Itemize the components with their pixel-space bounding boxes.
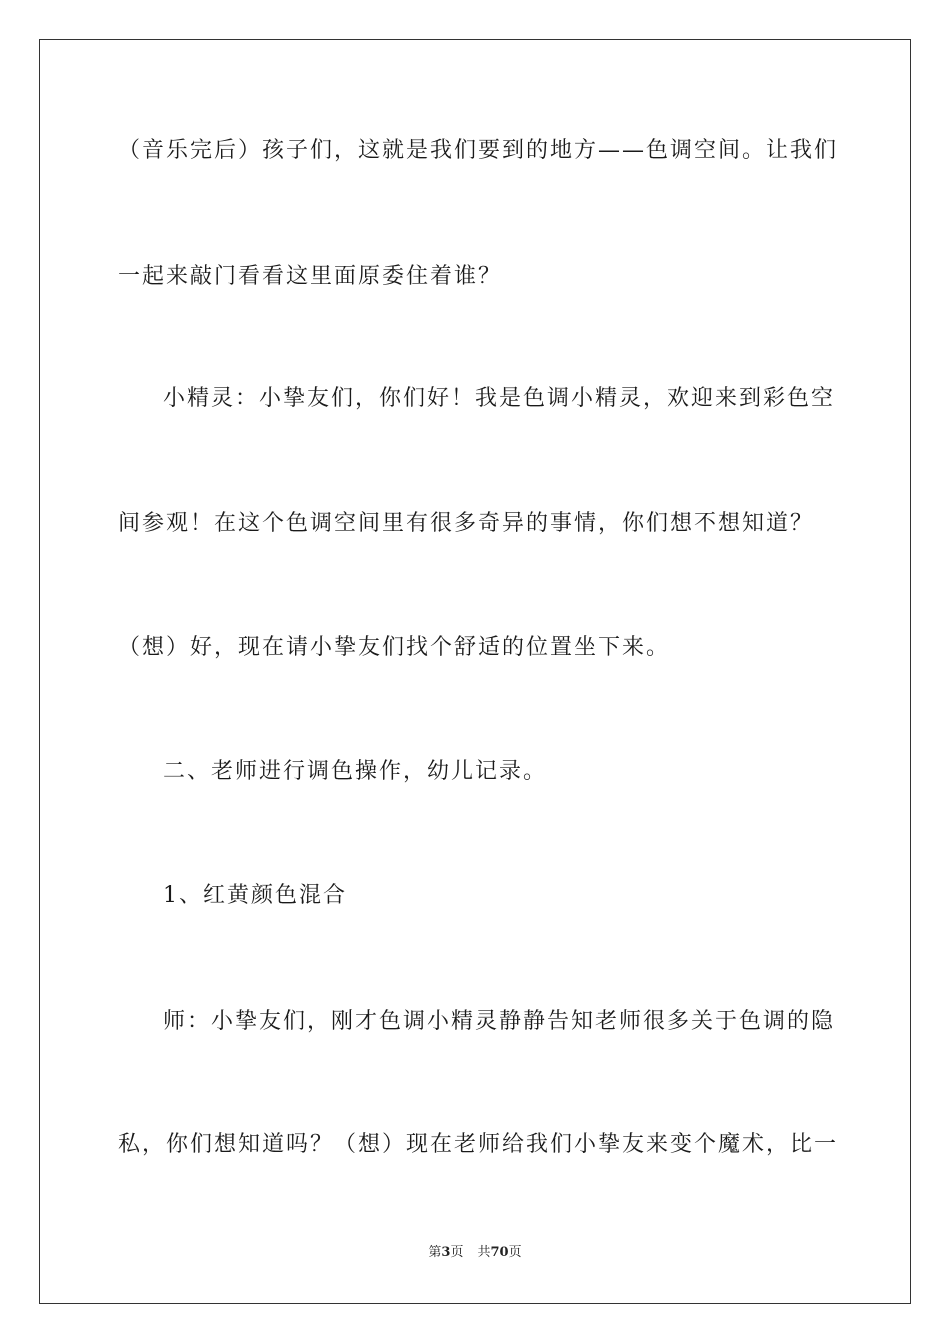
body-line-1: （音乐完后）孩子们，这就是我们要到的地方——色调空间。让我们 bbox=[118, 138, 838, 163]
body-line-2: 一起来敲门看看这里面原委住着谁？ bbox=[118, 264, 503, 289]
page-border bbox=[39, 39, 911, 1304]
footer-total-prefix: 共 bbox=[477, 1245, 491, 1260]
body-line-9: 私，你们想知道吗？（想）现在老师给我们小挚友来变个魔术，比一 bbox=[118, 1132, 838, 1157]
footer-total-suffix: 页 bbox=[508, 1245, 522, 1260]
footer-page-number: 3 bbox=[441, 1245, 451, 1260]
section-heading: 二、老师进行调色操作，幼儿记录。 bbox=[163, 759, 548, 784]
footer-page-suffix: 页 bbox=[450, 1245, 464, 1260]
subsection-heading: 1、红黄颜色混合 bbox=[163, 883, 347, 908]
body-line-3: 小精灵：小挚友们，你们好！我是色调小精灵，欢迎来到彩色空 bbox=[163, 386, 836, 411]
footer-total-pages: 70 bbox=[490, 1245, 509, 1260]
page-footer bbox=[0, 1245, 950, 1261]
body-line-4: 间参观！在这个色调空间里有很多奇异的事情，你们想不想知道？ bbox=[118, 511, 815, 536]
footer-page-prefix: 第 bbox=[428, 1245, 442, 1260]
body-line-8: 师：小挚友们，刚才色调小精灵静静告知老师很多关于色调的隐 bbox=[163, 1009, 836, 1034]
body-line-5: （想）好，现在请小挚友们找个舒适的位置坐下来。 bbox=[118, 635, 671, 660]
